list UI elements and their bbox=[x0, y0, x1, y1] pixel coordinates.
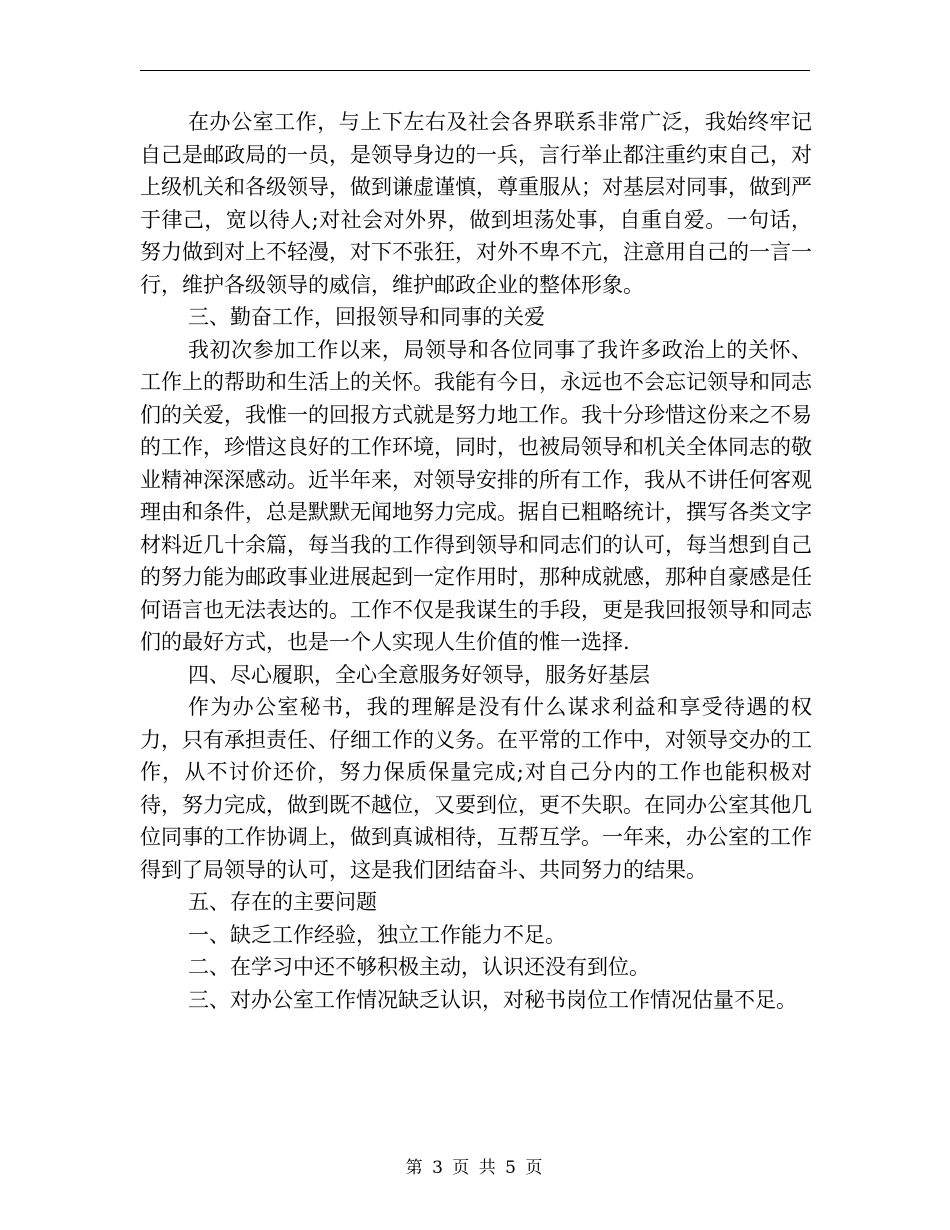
section-heading-3: 三、勤奋工作，回报领导和同事的关爱 bbox=[188, 305, 545, 329]
paragraph-duty: 作为办公室秘书，我的理解是没有什么谋求利益和享受待遇的权力，只有承担责任、仔细工作的义务。在平常的工作中，对领导交办的工作，从不讨价还价，努力保质保量完成;对自己分内的工作也能积极对待，努力完成，做到既不越位，又要到位，更不失职。在同办公室其他几位同事的工作协调上，做到真诚相待，互帮互学。一年来，办公室的工作得到了局领导的认可，这是我们团结奋斗、共同努力的结果。 bbox=[140, 695, 812, 882]
section-heading-5: 五、存在的主要问题 bbox=[188, 890, 377, 914]
problem-item-3: 三、对办公室工作情况缺乏认识，对秘书岗位工作情况估量不足。 bbox=[188, 987, 797, 1012]
section-heading-4: 四、尽心履职，全心全意服务好领导，服务好基层 bbox=[188, 662, 650, 687]
problem-item-2: 二、在学习中还不够积极主动，认识还没有到位。 bbox=[188, 955, 650, 979]
paragraph-diligence: 我初次参加工作以来，局领导和各位同事了我许多政治上的关怀、工作上的帮助和生活上的关怀。我能有今日，永远也不会忘记领导和同志们的关爱，我惟一的回报方式就是努力地工作。我十分珍惜这份来之不易的工作，珍惜这良好的工作环境，同时，也被局领导和机关全体同志的敬业精神深深感动。近半年来，对领导安排的所有工作，我从不讲任何客观理由和条件，总是默默无闻地努力完成。据自已粗略统计，撰写各类文字材料近几十余篇，每当我的工作得到领导和同志们的认可，每当想到自己的努力能为邮政事业进展起到一定作用时，那种成就感，那种自豪感是任何语言也无法表达的。工作不仅是我谋生的手段，更是我回报领导和同志们的最好方式，也是一个人实现人生价值的惟一选择. bbox=[140, 337, 812, 654]
paragraph-conduct: 在办公室工作，与上下左右及社会各界联系非常广泛，我始终牢记自己是邮政局的一员，是领导身边的一兵，言行举止都注重约束自己，对上级机关和各级领导，做到谦虚谨慎，尊重服从；对基层对同事，做到严于律己，宽以待人;对社会对外界，做到坦荡处事，自重自爱。一句话，努力做到对上不轻漫，对下不张狂，对外不卑不亢，注意用自己的一言一行，维护各级领导的威信，维护邮政企业的整体形象。 bbox=[140, 110, 812, 297]
header-rule bbox=[140, 70, 810, 71]
page-number-footer: 第 3 页 共 5 页 bbox=[405, 1158, 545, 1178]
problem-item-1: 一、缺乏工作经验，独立工作能力不足。 bbox=[188, 922, 566, 947]
document-body bbox=[140, 106, 812, 1016]
